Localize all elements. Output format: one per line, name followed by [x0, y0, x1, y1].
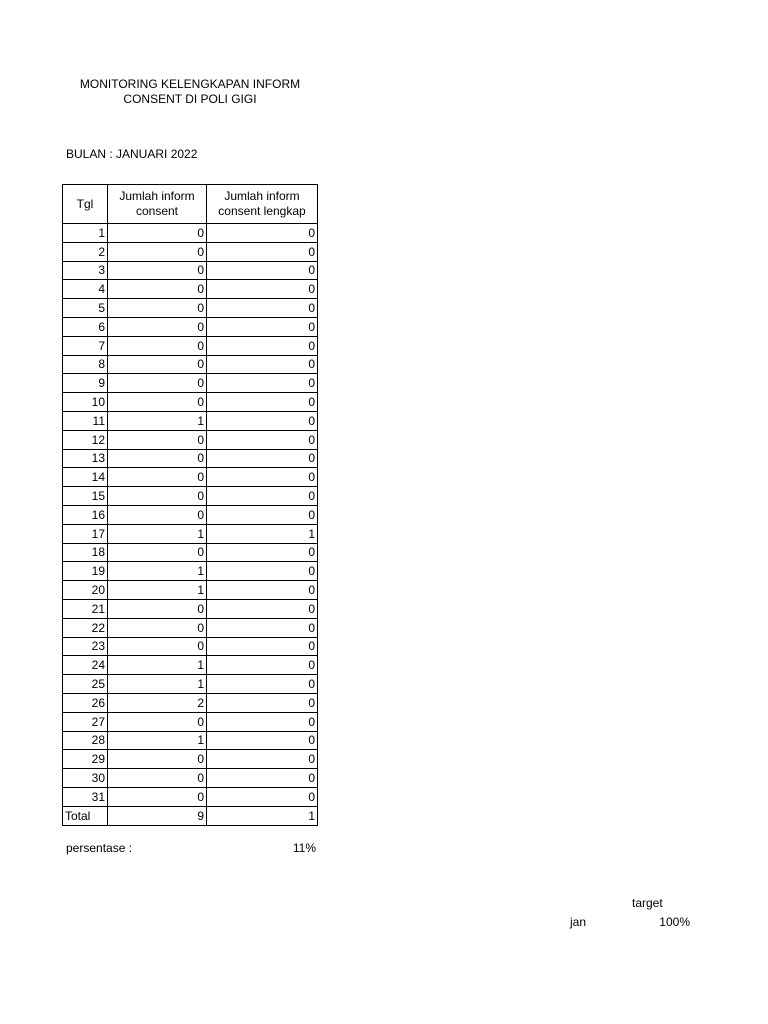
- cell-jumlah: 0: [108, 242, 207, 261]
- cell-jumlah: 0: [108, 336, 207, 355]
- cell-tgl: 5: [63, 299, 108, 318]
- cell-lengkap: 0: [207, 637, 318, 656]
- table-row: [63, 355, 318, 374]
- cell-jumlah: 1: [108, 411, 207, 430]
- cell-tgl: 3: [63, 261, 108, 280]
- table-row: [63, 449, 318, 468]
- cell-jumlah: 0: [108, 280, 207, 299]
- cell-tgl: 9: [63, 374, 108, 393]
- table-row: [63, 487, 318, 506]
- cell-lengkap: 0: [207, 618, 318, 637]
- cell-jumlah: 0: [108, 449, 207, 468]
- cell-lengkap: 0: [207, 374, 318, 393]
- cell-jumlah: 1: [108, 656, 207, 675]
- cell-lengkap: 0: [207, 675, 318, 694]
- cell-tgl: 26: [63, 693, 108, 712]
- cell-lengkap: 0: [207, 599, 318, 618]
- cell-tgl: 22: [63, 618, 108, 637]
- cell-jumlah: 1: [108, 562, 207, 581]
- cell-tgl: 30: [63, 769, 108, 788]
- cell-lengkap: 0: [207, 430, 318, 449]
- cell-lengkap: 0: [207, 261, 318, 280]
- cell-lengkap: 0: [207, 411, 318, 430]
- header-jumlah-line-2: consent: [135, 204, 179, 218]
- cell-lengkap: 0: [207, 468, 318, 487]
- cell-tgl: 23: [63, 637, 108, 656]
- total-jumlah: 9: [108, 806, 207, 825]
- table-row: [63, 374, 318, 393]
- title-line-2: CONSENT DI POLI GIGI: [123, 92, 257, 106]
- cell-tgl: 27: [63, 712, 108, 731]
- cell-jumlah: 0: [108, 505, 207, 524]
- table-row: [63, 393, 318, 412]
- target-label: target: [632, 896, 663, 910]
- cell-jumlah: 0: [108, 769, 207, 788]
- jan-label: jan: [570, 915, 587, 929]
- table-row: [63, 599, 318, 618]
- cell-jumlah: 0: [108, 618, 207, 637]
- cell-lengkap: 0: [207, 543, 318, 562]
- cell-jumlah: 0: [108, 299, 207, 318]
- header-tgl: Tgl: [63, 185, 108, 224]
- cell-jumlah: 0: [108, 430, 207, 449]
- cell-tgl: 14: [63, 468, 108, 487]
- cell-tgl: 29: [63, 750, 108, 769]
- cell-lengkap: 1: [207, 524, 318, 543]
- total-lengkap: 1: [207, 806, 318, 825]
- table-row: [63, 299, 318, 318]
- total-label: Total: [63, 806, 108, 825]
- table-row: [63, 675, 318, 694]
- table-row: [63, 336, 318, 355]
- cell-jumlah: 0: [108, 317, 207, 336]
- cell-lengkap: 0: [207, 581, 318, 600]
- cell-lengkap: 0: [207, 769, 318, 788]
- table-row: [63, 468, 318, 487]
- table-row: [63, 750, 318, 769]
- cell-tgl: 8: [63, 355, 108, 374]
- cell-jumlah: 0: [108, 637, 207, 656]
- cell-jumlah: 1: [108, 524, 207, 543]
- consent-table: [62, 184, 318, 826]
- table-row: [63, 524, 318, 543]
- cell-tgl: 31: [63, 787, 108, 806]
- table-row: [63, 242, 318, 261]
- cell-jumlah: 0: [108, 374, 207, 393]
- table-row: [63, 543, 318, 562]
- header-lengkap: [207, 185, 318, 224]
- cell-lengkap: 0: [207, 224, 318, 243]
- cell-tgl: 7: [63, 336, 108, 355]
- cell-jumlah: 2: [108, 693, 207, 712]
- cell-jumlah: 0: [108, 393, 207, 412]
- total-row: [63, 806, 318, 825]
- table-row: [63, 411, 318, 430]
- table-header-row: [63, 185, 318, 224]
- cell-lengkap: 0: [207, 656, 318, 675]
- cell-lengkap: 0: [207, 787, 318, 806]
- cell-jumlah: 0: [108, 487, 207, 506]
- cell-jumlah: 1: [108, 675, 207, 694]
- table-row: [63, 637, 318, 656]
- month-label: BULAN : JANUARI 2022: [66, 147, 198, 161]
- cell-tgl: 11: [63, 411, 108, 430]
- cell-jumlah: 0: [108, 750, 207, 769]
- cell-tgl: 4: [63, 280, 108, 299]
- header-jumlah: [108, 185, 207, 224]
- table-row: [63, 618, 318, 637]
- table-row: [63, 505, 318, 524]
- cell-jumlah: 0: [108, 468, 207, 487]
- cell-lengkap: 0: [207, 487, 318, 506]
- table-row: [63, 787, 318, 806]
- cell-tgl: 15: [63, 487, 108, 506]
- cell-jumlah: 0: [108, 224, 207, 243]
- cell-lengkap: 0: [207, 750, 318, 769]
- cell-tgl: 1: [63, 224, 108, 243]
- cell-lengkap: 0: [207, 693, 318, 712]
- cell-jumlah: 0: [108, 543, 207, 562]
- cell-lengkap: 0: [207, 355, 318, 374]
- cell-jumlah: 1: [108, 731, 207, 750]
- cell-tgl: 28: [63, 731, 108, 750]
- cell-tgl: 6: [63, 317, 108, 336]
- cell-jumlah: 0: [108, 355, 207, 374]
- cell-tgl: 17: [63, 524, 108, 543]
- table-row: [63, 769, 318, 788]
- table-row: [63, 261, 318, 280]
- table-row: [63, 581, 318, 600]
- cell-tgl: 20: [63, 581, 108, 600]
- persentase-value: 11%: [292, 841, 316, 855]
- jan-value: 100%: [659, 915, 690, 929]
- cell-tgl: 16: [63, 505, 108, 524]
- cell-lengkap: 0: [207, 562, 318, 581]
- cell-lengkap: 0: [207, 393, 318, 412]
- cell-lengkap: 0: [207, 280, 318, 299]
- cell-tgl: 18: [63, 543, 108, 562]
- cell-lengkap: 0: [207, 299, 318, 318]
- cell-tgl: 19: [63, 562, 108, 581]
- cell-lengkap: 0: [207, 336, 318, 355]
- table-row: [63, 224, 318, 243]
- table-row: [63, 562, 318, 581]
- cell-tgl: 12: [63, 430, 108, 449]
- header-lengkap-line-1: Jumlah inform: [224, 189, 300, 203]
- table-body: [63, 224, 318, 807]
- document-title: [62, 77, 318, 107]
- cell-lengkap: 0: [207, 505, 318, 524]
- cell-tgl: 21: [63, 599, 108, 618]
- cell-lengkap: 0: [207, 317, 318, 336]
- table-row: [63, 693, 318, 712]
- header-lengkap-line-2: consent lengkap: [218, 204, 306, 218]
- cell-tgl: 2: [63, 242, 108, 261]
- table-row: [63, 317, 318, 336]
- cell-jumlah: 0: [108, 787, 207, 806]
- table-row: [63, 712, 318, 731]
- cell-jumlah: 0: [108, 261, 207, 280]
- cell-tgl: 10: [63, 393, 108, 412]
- cell-tgl: 24: [63, 656, 108, 675]
- title-line-1: MONITORING KELENGKAPAN INFORM: [79, 77, 301, 91]
- cell-jumlah: 0: [108, 599, 207, 618]
- header-jumlah-line-1: Jumlah inform: [119, 189, 195, 203]
- table-row: [63, 731, 318, 750]
- cell-lengkap: 0: [207, 449, 318, 468]
- cell-tgl: 13: [63, 449, 108, 468]
- cell-jumlah: 0: [108, 712, 207, 731]
- cell-lengkap: 0: [207, 731, 318, 750]
- persentase-label: persentase :: [66, 841, 133, 855]
- table-row: [63, 280, 318, 299]
- table-row: [63, 656, 318, 675]
- cell-lengkap: 0: [207, 712, 318, 731]
- cell-jumlah: 1: [108, 581, 207, 600]
- table-row: [63, 430, 318, 449]
- cell-tgl: 25: [63, 675, 108, 694]
- cell-lengkap: 0: [207, 242, 318, 261]
